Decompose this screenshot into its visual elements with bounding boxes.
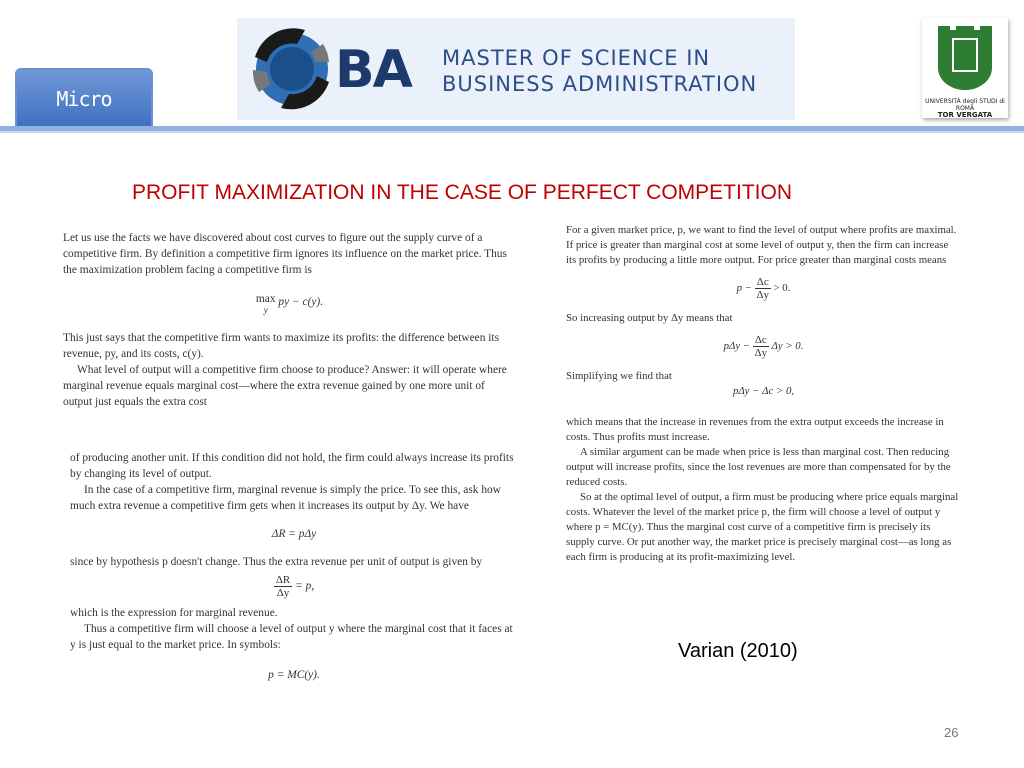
right-equation-3: pΔy − Δc > 0,	[732, 385, 795, 397]
right-paragraph-6: So at the optimal level of output, a firm must be producing where price equals marginal costs. Whatever the level of the market price p, the firm will choose a level of output y where p = MC(y). Thus the marginal cost curve of a competitive firm is precisely its supply curve. Or put another way, the market price is precisely marginal cost—as long as each firm is producing at its profit-maximizing level.	[566, 491, 959, 563]
page-number: 26	[944, 725, 959, 740]
right-paragraph-5: A similar argument can be made when price is less than marginal cost. Then reducing output will increase profits, since the lost revenues are more than compensated for by the reduced costs.	[566, 446, 951, 488]
right-equation-1-num: Δc	[756, 276, 769, 288]
left-text-column	[63, 230, 516, 410]
globe-logo-icon	[245, 22, 331, 112]
left-equation-1	[63, 294, 516, 316]
right-paragraph-1: For a given market price, p, we want to find the level of output where profits are maximal. If price is greater than marginal cost at some level of output y, then the firm can increase its profits by producing a little more output. For price greater than marginal costs means	[566, 224, 957, 266]
left-equation-3-num: ΔR	[275, 574, 291, 586]
left-text-column-lower	[70, 450, 518, 683]
banner-line-1: MASTER OF SCIENCE IN	[442, 46, 711, 70]
right-paragraph-3: Simplifying we find that	[566, 370, 672, 382]
right-text-column	[566, 223, 961, 565]
right-equation-2-den: Δy	[754, 347, 768, 359]
max-operator: max	[255, 293, 276, 305]
left-equation-1-body: py − c(y).	[278, 296, 324, 308]
right-equation-2-fraction	[753, 334, 769, 359]
right-equation-2	[566, 334, 961, 359]
right-equation-2-a: pΔy −	[723, 339, 751, 352]
university-name-line-2: TOR VERGATA	[937, 111, 993, 119]
section-tab	[15, 68, 153, 130]
left-equation-2: ΔR = pΔy	[271, 528, 317, 540]
banner-line-2: BUSINESS ADMINISTRATION	[442, 72, 758, 96]
header-divider-light	[0, 131, 1024, 133]
citation: Varian (2010)	[678, 640, 798, 662]
left-equation-3	[70, 574, 518, 599]
right-equation-2-b: Δy > 0.	[771, 339, 804, 352]
left-paragraph-4: of producing another unit. If this condition did not hold, the firm could always increase its profits by changing its level of output.	[70, 452, 514, 480]
left-equation-3-den: Δy	[276, 587, 290, 599]
right-equation-2-num: Δc	[754, 334, 767, 346]
right-equation-1-fraction	[755, 276, 771, 301]
max-subscript: y	[263, 305, 268, 315]
left-equation-3-rest: = p,	[295, 580, 315, 593]
right-equation-1-b: > 0.	[773, 281, 791, 294]
section-tab-label: Micro	[56, 87, 112, 111]
left-paragraph-8: Thus a competitive firm will choose a level of output y where the marginal cost that it faces at y is just equal to the market price. In symbols:	[70, 623, 513, 651]
university-logo	[922, 18, 1008, 118]
university-emblem-icon	[922, 18, 1008, 98]
left-paragraph-3: What level of output will a competitive firm choose to produce? Answer: it will operate where marginal revenue equals marginal cost—where the extra revenue gained by one more unit of output just equals the extra cost	[63, 364, 507, 408]
left-paragraph-6: since by hypothesis p doesn't change. Thus the extra revenue per unit of output is given by	[70, 556, 483, 568]
left-paragraph-2: This just says that the competitive firm wants to maximize its profits: the difference between its revenue, py, and its costs, c(y).	[63, 332, 500, 360]
right-equation-1	[566, 276, 961, 301]
left-paragraph-7: which is the expression for marginal revenue.	[70, 607, 278, 619]
right-paragraph-2: So increasing output by Δy means that	[566, 312, 733, 324]
program-banner-logo	[237, 18, 795, 120]
left-equation-3-fraction	[274, 574, 292, 599]
right-equation-1-den: Δy	[756, 289, 770, 301]
university-name-line-1: UNIVERSITÀ degli STUDI di ROMA	[925, 98, 1005, 112]
right-paragraph-4: which means that the increase in revenues from the extra output exceeds the increase in costs. Thus profits must increase.	[566, 416, 944, 443]
left-paragraph-5: In the case of a competitive firm, marginal revenue is simply the price. To see this, ask how much extra revenue a competitive firm gets when it increases its output by Δy. We have	[70, 484, 501, 512]
banner-ba-letters: BA	[335, 40, 411, 100]
right-equation-1-a: p −	[736, 281, 753, 294]
left-equation-4: p = MC(y).	[268, 669, 320, 681]
university-name	[922, 98, 1008, 119]
left-paragraph-1: Let us use the facts we have discovered about cost curves to figure out the supply curve of a competitive firm. By definition a competitive firm ignores its influence on the market price. Thus the maximization problem facing a competitive firm is	[63, 232, 507, 276]
slide-title: PROFIT MAXIMIZATION IN THE CASE OF PERFECT COMPETITION	[132, 181, 792, 204]
